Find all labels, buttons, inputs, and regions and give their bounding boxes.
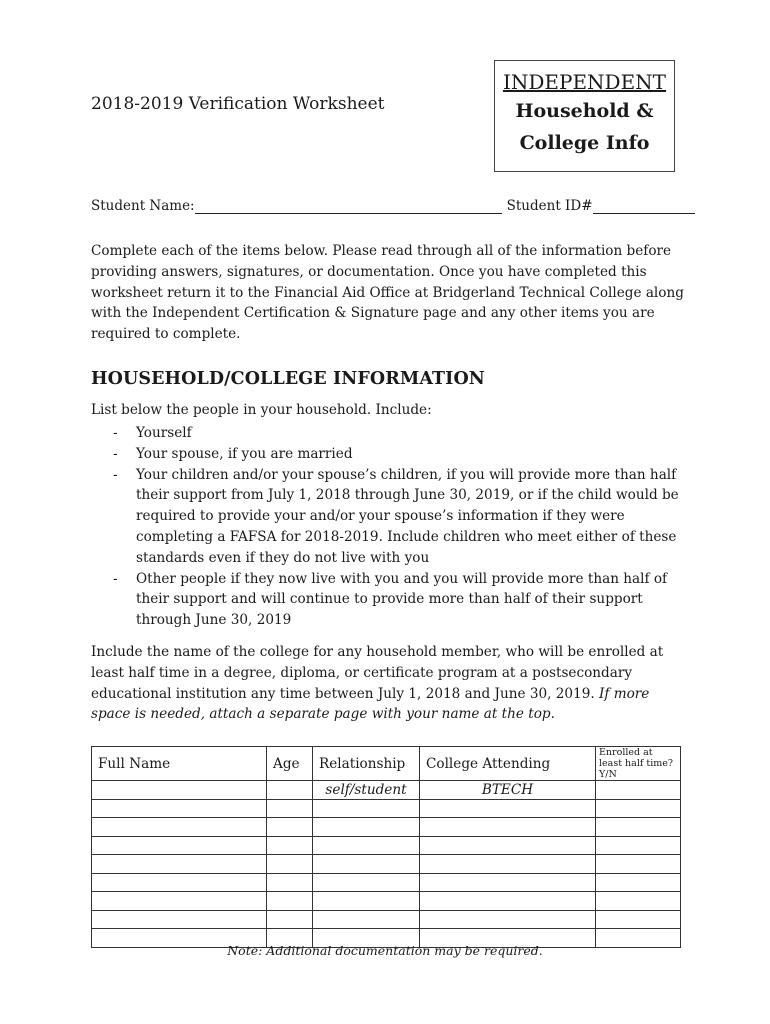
cell-relationship[interactable] — [313, 873, 420, 892]
student-name-field[interactable] — [195, 199, 502, 214]
table-row — [92, 855, 681, 874]
cell-enrolled[interactable] — [596, 855, 681, 874]
table-row — [92, 818, 681, 837]
cell-relationship[interactable] — [313, 799, 420, 818]
student-id-label: Student ID# — [506, 198, 593, 214]
cell-age[interactable] — [267, 873, 313, 892]
list-intro: List below the people in your household. Include: — [91, 402, 432, 418]
cell-enrolled[interactable] — [596, 873, 681, 892]
cell-age[interactable] — [267, 799, 313, 818]
list-item-text: Your spouse, if you are married — [136, 445, 353, 462]
badge-line-2: Household & — [515, 100, 654, 122]
section-heading: HOUSEHOLD/COLLEGE INFORMATION — [91, 369, 485, 389]
cell-relationship[interactable] — [313, 910, 420, 929]
cell-relationship[interactable] — [313, 892, 420, 911]
cell-age[interactable] — [267, 910, 313, 929]
cell-full-name[interactable] — [92, 818, 267, 837]
list-item-text: Yourself — [136, 425, 192, 441]
documentation-note: Note: Additional documentation may be required. — [227, 943, 543, 958]
cell-college[interactable] — [420, 818, 596, 837]
column-header-full-name: Full Name — [92, 747, 267, 781]
list-item: - Your spouse, if you are married — [113, 445, 353, 462]
cell-college[interactable] — [420, 836, 596, 855]
badge-line-1: INDEPENDENT — [502, 70, 667, 94]
cell-college[interactable]: BTECH — [420, 781, 596, 800]
student-id-field[interactable] — [593, 199, 695, 214]
list-item-text: Your children and/or your spouse’s children, if you will provide more than half their support from July 1, 2018 through June 30, 2019, or if the child would be required to provide your and/or your spouse’s information if they were completing a FAFSA for 2018-2019. Include children who meet either of these standards even if they do not live with you — [136, 466, 679, 566]
column-header-relationship: Relationship — [313, 747, 420, 781]
independent-badge — [494, 60, 675, 172]
cell-enrolled[interactable] — [596, 799, 681, 818]
list-item-text: Other people if they now live with you and you will provide more than half of their support and will continue to provide more than half of their support through June 30, 2019 — [136, 570, 668, 629]
cell-college[interactable] — [420, 855, 596, 874]
include-paragraph — [91, 642, 686, 725]
cell-relationship[interactable] — [313, 836, 420, 855]
table-row — [92, 910, 681, 929]
table-row — [92, 799, 681, 818]
cell-relationship[interactable] — [313, 818, 420, 837]
column-header-age: Age — [267, 747, 313, 781]
table-header-row — [92, 747, 681, 781]
cell-enrolled[interactable] — [596, 836, 681, 855]
household-table — [91, 746, 681, 948]
table-row — [92, 892, 681, 911]
table-row — [92, 781, 681, 800]
include-italic-note: If more space is needed, attach a separate page with your name at the top. — [91, 685, 650, 723]
column-header-college: College Attending — [420, 747, 596, 781]
cell-enrolled[interactable] — [596, 892, 681, 911]
cell-full-name[interactable] — [92, 855, 267, 874]
cell-full-name[interactable] — [92, 873, 267, 892]
cell-college[interactable] — [420, 910, 596, 929]
cell-full-name[interactable] — [92, 836, 267, 855]
column-header-enrolled: Enrolled at least half time? Y/N — [596, 747, 681, 781]
cell-age[interactable] — [267, 855, 313, 874]
cell-full-name[interactable] — [92, 892, 267, 911]
cell-relationship[interactable] — [313, 855, 420, 874]
list-item: - Other people if they now live with you and you will provide more than half of their support and will continue to provide more than half of their support through June 30, 2019 — [113, 570, 668, 629]
cell-relationship[interactable]: self/student — [313, 781, 420, 800]
cell-enrolled[interactable] — [596, 818, 681, 837]
include-text: Include the name of the college for any household member, who will be enrolled at least half time in a degree, diploma, or certificate program at a postsecondary educational institution any time between July 1, 2018 and June 30, 2019. — [91, 644, 664, 702]
cell-full-name[interactable] — [92, 799, 267, 818]
cell-age[interactable] — [267, 781, 313, 800]
cell-age[interactable] — [267, 818, 313, 837]
table-row — [92, 836, 681, 855]
intro-paragraph: Complete each of the items below. Please read through all of the information before providing answers, signatures, or documentation. Once you have completed this worksheet return it to the Financial Aid Office at Bridgerland Technical College along with the Independent Certification & Signature page and any other items you are required to complete. — [91, 243, 684, 343]
household-criteria-list — [113, 423, 688, 631]
cell-age[interactable] — [267, 836, 313, 855]
cell-full-name[interactable] — [92, 910, 267, 929]
cell-enrolled[interactable] — [596, 781, 681, 800]
cell-college[interactable] — [420, 799, 596, 818]
student-info-row — [91, 198, 695, 214]
table-row — [92, 873, 681, 892]
badge-line-3: College Info — [519, 132, 650, 154]
worksheet-title: 2018-2019 Verification Worksheet — [91, 94, 385, 114]
cell-enrolled[interactable] — [596, 910, 681, 929]
cell-college[interactable] — [420, 873, 596, 892]
cell-college[interactable] — [420, 892, 596, 911]
list-item: - Your children and/or your spouse’s children, if you will provide more than half their support from July 1, 2018 through June 30, 2019, or if the child would be required to provide your and/or your spouse’s information if they were completing a FAFSA for 2018-2019. Include children who meet either of these standards even if they do not live with you — [113, 466, 679, 566]
cell-age[interactable] — [267, 892, 313, 911]
list-item: - Yourself — [113, 425, 192, 441]
student-name-label: Student Name: — [91, 198, 195, 214]
cell-full-name[interactable] — [92, 781, 267, 800]
